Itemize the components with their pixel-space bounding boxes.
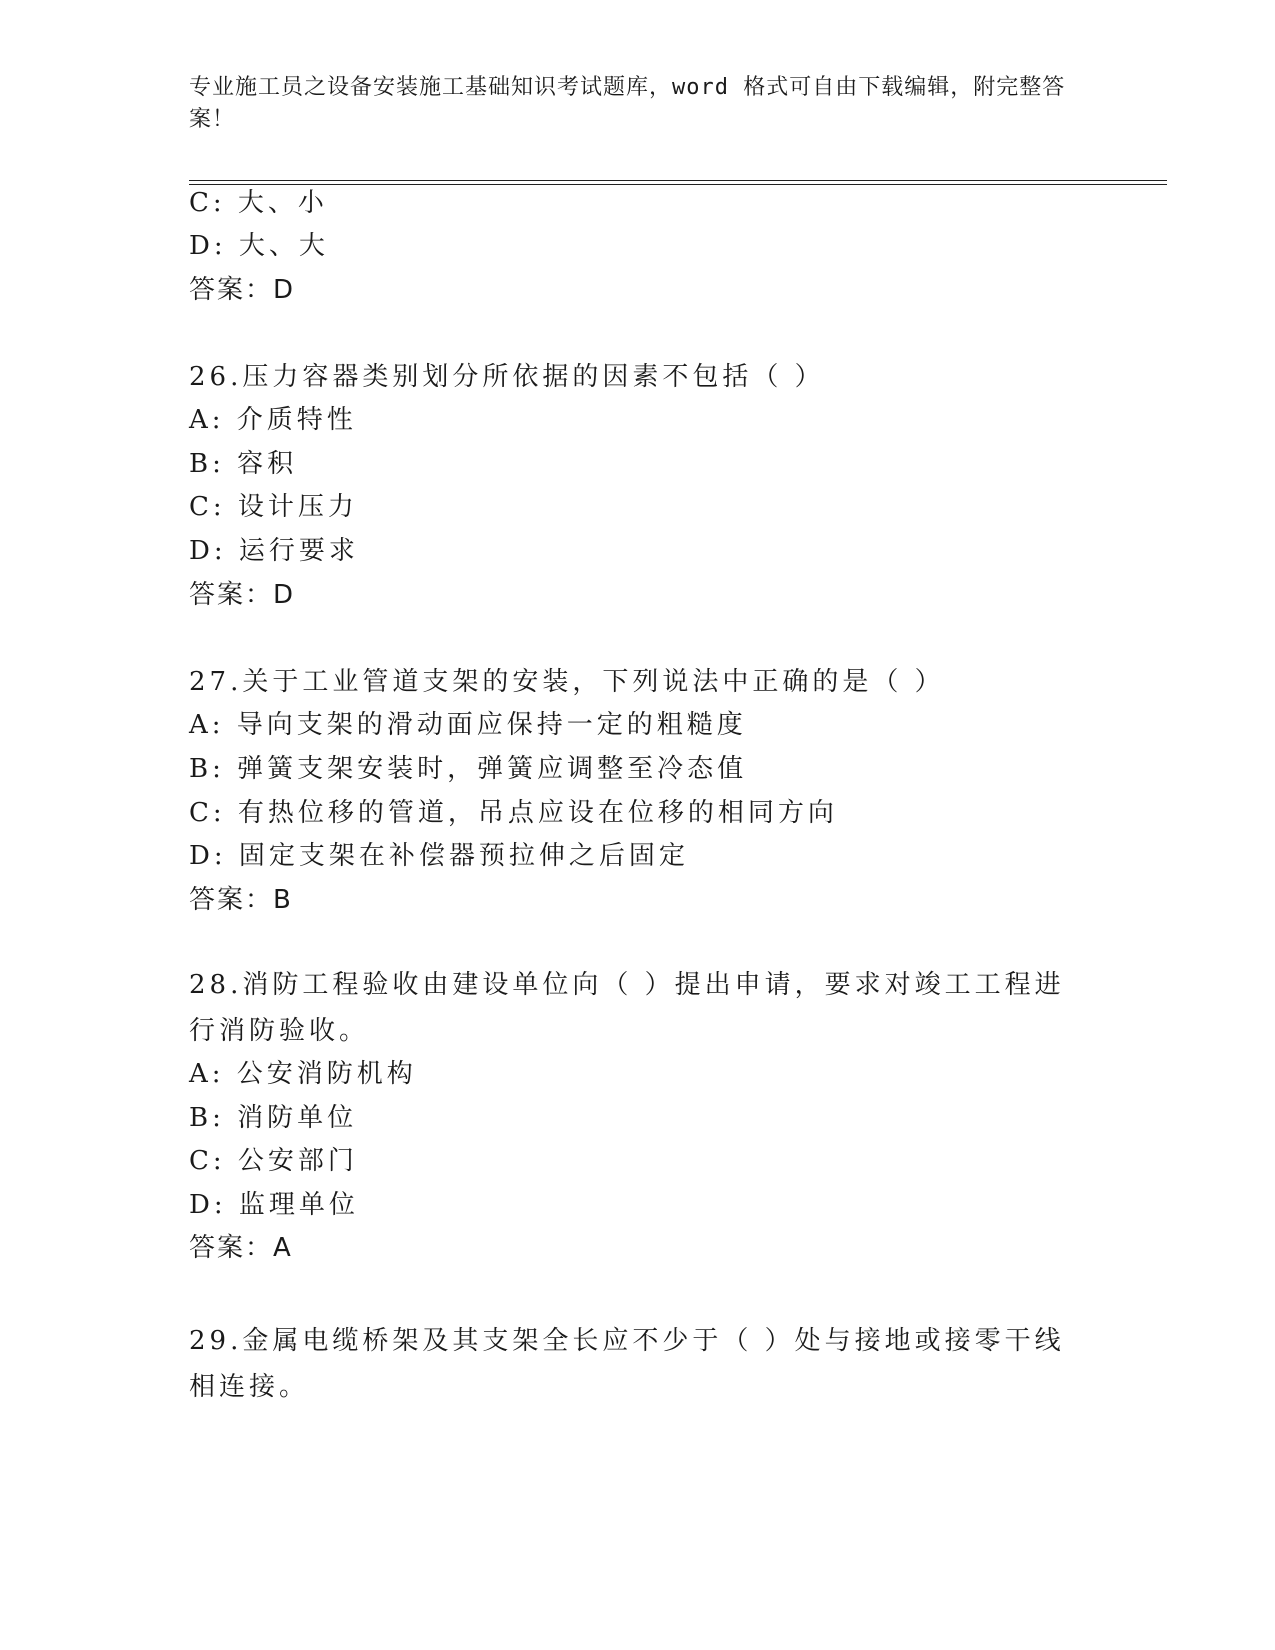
q28-option-d: D: 监理单位 <box>189 1190 359 1220</box>
q28-option-b: B: 消防单位 <box>189 1103 358 1133</box>
q27-option-b: B: 弹簧支架安装时，弹簧应调整至冷态值 <box>189 754 748 784</box>
q28-option-a: A: 公安消防机构 <box>189 1059 417 1089</box>
q26-option-b: B: 容积 <box>189 449 298 479</box>
q29-stem: 29.金属电缆桥架及其支架全长应不少于（ ）处与接地或接零干线相连接。 <box>189 1326 1065 1402</box>
q26-answer: 答案：D <box>189 580 296 610</box>
q28-option-c: C: 公安部门 <box>189 1146 358 1176</box>
document-header: 专业施工员之设备安装施工基础知识考试题库，word 格式可自由下载编辑，附完整答案！ <box>189 75 1066 132</box>
q28-stem: 28.消防工程验收由建设单位向（ ）提出申请，要求对竣工工程进行消防验收。 <box>189 970 1065 1046</box>
q27-answer: 答案：B <box>189 885 293 915</box>
q26-option-c: C: 设计压力 <box>189 492 358 522</box>
q27-option-c: C: 有热位移的管道，吊点应设在位移的相同方向 <box>189 798 838 828</box>
header-divider-top <box>189 180 1167 181</box>
q26-stem: 26.压力容器类别划分所依据的因素不包括（ ） <box>189 362 825 392</box>
header-divider-bottom <box>189 184 1167 185</box>
prev-option-d: D: 大、大 <box>189 231 329 261</box>
q26-option-a: A: 介质特性 <box>189 405 357 435</box>
q26-option-d: D: 运行要求 <box>189 536 359 566</box>
q27-option-d: D: 固定支架在补偿器预拉伸之后固定 <box>189 841 689 871</box>
prev-answer: 答案：D <box>189 275 296 305</box>
q28-answer: 答案：A <box>189 1233 293 1263</box>
q27-stem: 27.关于工业管道支架的安装，下列说法中正确的是（ ） <box>189 667 945 697</box>
prev-option-c: C: 大、小 <box>189 188 328 218</box>
q27-option-a: A: 导向支架的滑动面应保持一定的粗糙度 <box>189 710 747 740</box>
